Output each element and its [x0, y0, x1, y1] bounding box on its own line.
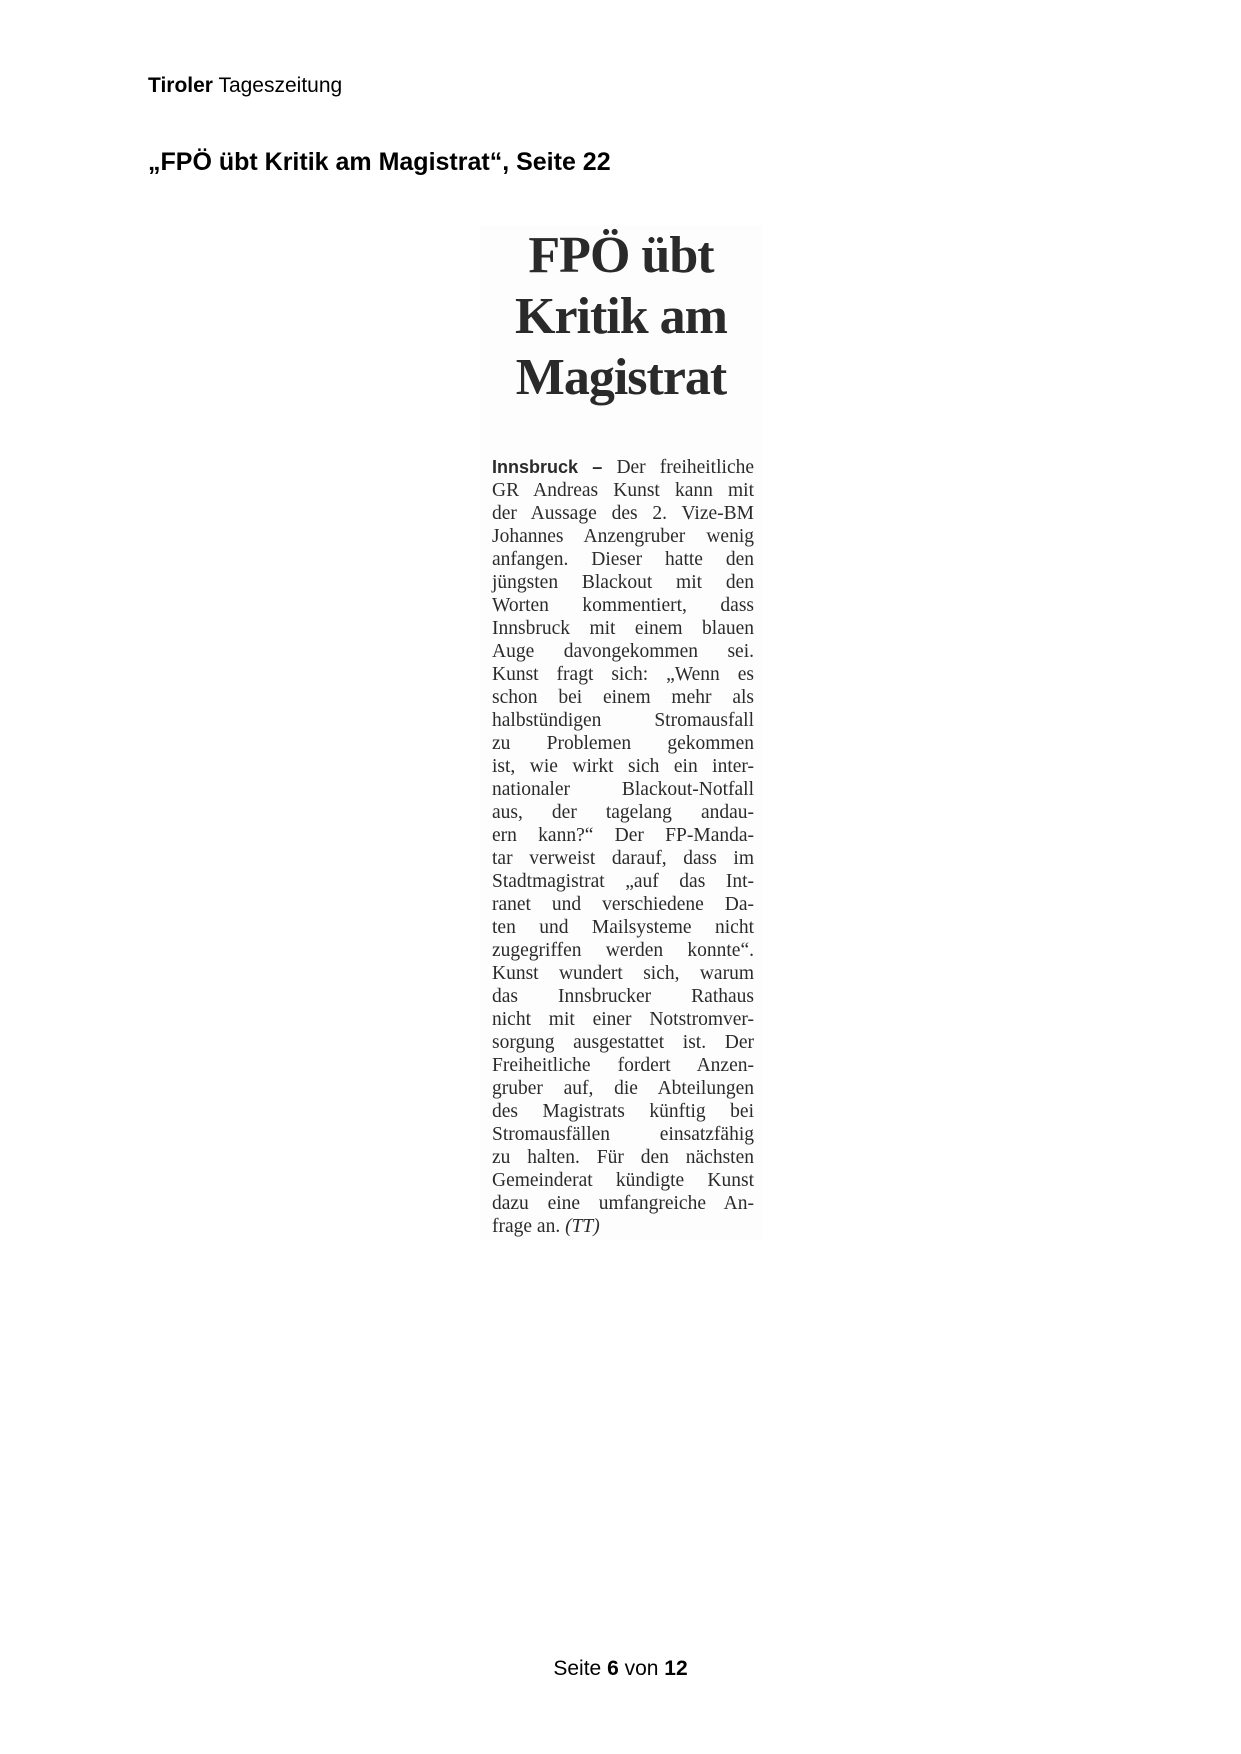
publication-name-rest: Tageszeitung	[218, 74, 343, 97]
publication-name	[148, 74, 342, 98]
article-line	[492, 755, 754, 778]
article-line-text: zu Problemen gekommen	[492, 733, 754, 754]
article-line	[492, 617, 754, 640]
article-line	[492, 732, 754, 755]
article-line-text: dazu eine umfangreiche An-	[492, 1193, 754, 1214]
newspaper-clipping	[480, 225, 762, 1240]
article-title-line: Kritik am	[515, 288, 727, 345]
article-line-text: der Aussage des 2. Vize-BM	[492, 503, 754, 524]
article-line	[492, 962, 754, 985]
article-line-text: Stromausfällen einsatzfähig	[492, 1124, 754, 1145]
article-line-text: Stadtmagistrat „auf das Int-	[492, 871, 754, 892]
article-line	[492, 594, 754, 617]
article-line	[492, 893, 754, 916]
article-line	[492, 1169, 754, 1192]
article-title-line: FPÖ übt	[528, 227, 714, 284]
article-line	[492, 1008, 754, 1031]
article-line-text: das Innsbrucker Rathaus	[492, 986, 754, 1007]
page-number	[0, 1657, 1241, 1681]
article-line	[492, 548, 754, 571]
article-line	[492, 1054, 754, 1077]
article-line-text: Der freiheitliche	[616, 457, 754, 478]
article-line-text: frage an.	[492, 1216, 561, 1237]
article-line	[492, 1100, 754, 1123]
article-line-text: des Magistrats künftig bei	[492, 1101, 754, 1122]
article-line	[492, 801, 754, 824]
article-line-text: ern kann?“ Der FP-Manda-	[492, 825, 754, 846]
article-line-text: tar verweist darauf, dass im	[492, 848, 754, 869]
article-line-text: sorgung ausgestattet ist. Der	[492, 1032, 754, 1053]
article-line	[492, 1192, 754, 1215]
article-line	[492, 456, 754, 479]
article-line-text: zugegriffen werden konnte“.	[492, 940, 754, 961]
article-line	[492, 1077, 754, 1100]
article-line	[492, 663, 754, 686]
article-line-text: Gemeinderat kündigte Kunst	[492, 1170, 754, 1191]
article-title	[480, 225, 762, 408]
article-reference-headline: „FPÖ übt Kritik am Magistrat“, Seite 22	[148, 148, 611, 176]
article-line-text: Innsbruck mit einem blauen	[492, 618, 754, 639]
article-line-text: zu halten. Für den nächsten	[492, 1147, 754, 1168]
page-prefix: Seite	[553, 1657, 602, 1680]
article-line	[492, 640, 754, 663]
article-line	[492, 479, 754, 502]
article-line	[492, 985, 754, 1008]
article-line	[492, 525, 754, 548]
article-line-text: ist, wie wirkt sich ein inter-	[492, 756, 754, 777]
article-line-text: anfangen. Dieser hatte den	[492, 549, 754, 570]
article-line-text: Freiheitliche fordert Anzen-	[492, 1055, 754, 1076]
article-line-text: ten und Mailsysteme nicht	[492, 917, 754, 938]
article-line	[492, 502, 754, 525]
article-line-text: nicht mit einer Notstromver-	[492, 1009, 754, 1030]
page-of: von	[624, 1657, 659, 1680]
article-line-text: Worten kommentiert, dass	[492, 595, 754, 616]
article-dateline: Innsbruck –	[492, 457, 603, 477]
article-line	[492, 778, 754, 801]
article-line-text: Kunst fragt sich: „Wenn es	[492, 664, 754, 685]
article-line-text: Kunst wundert sich, warum	[492, 963, 754, 984]
current-page: 6	[607, 1657, 619, 1680]
total-pages: 12	[664, 1657, 688, 1680]
article-title-line: Magistrat	[515, 349, 727, 406]
article-line	[492, 870, 754, 893]
article-line	[492, 1146, 754, 1169]
article-line-text: jüngsten Blackout mit den	[492, 572, 754, 593]
article-line-text: Johannes Anzengruber wenig	[492, 526, 754, 547]
article-line	[492, 1031, 754, 1054]
publication-name-bold: Tiroler	[148, 74, 213, 97]
article-line	[492, 916, 754, 939]
article-line	[492, 824, 754, 847]
article-line-text: nationaler Blackout-Notfall	[492, 779, 754, 800]
article-line-text: halbstündigen Stromausfall	[492, 710, 754, 731]
article-signature: (TT)	[565, 1216, 600, 1237]
article-line-text: Auge davongekommen sei.	[492, 641, 754, 662]
article-line	[492, 571, 754, 594]
article-line	[492, 939, 754, 962]
article-line-text: GR Andreas Kunst kann mit	[492, 480, 754, 501]
article-body	[492, 456, 754, 1238]
article-line	[492, 686, 754, 709]
article-line	[492, 709, 754, 732]
article-line	[492, 1215, 754, 1238]
article-line-text: gruber auf, die Abteilungen	[492, 1078, 754, 1099]
article-line	[492, 1123, 754, 1146]
article-line-text: ranet und verschiedene Da-	[492, 894, 754, 915]
article-line-text: schon bei einem mehr als	[492, 687, 754, 708]
article-line-text: aus, der tagelang andau-	[492, 802, 754, 823]
article-line	[492, 847, 754, 870]
